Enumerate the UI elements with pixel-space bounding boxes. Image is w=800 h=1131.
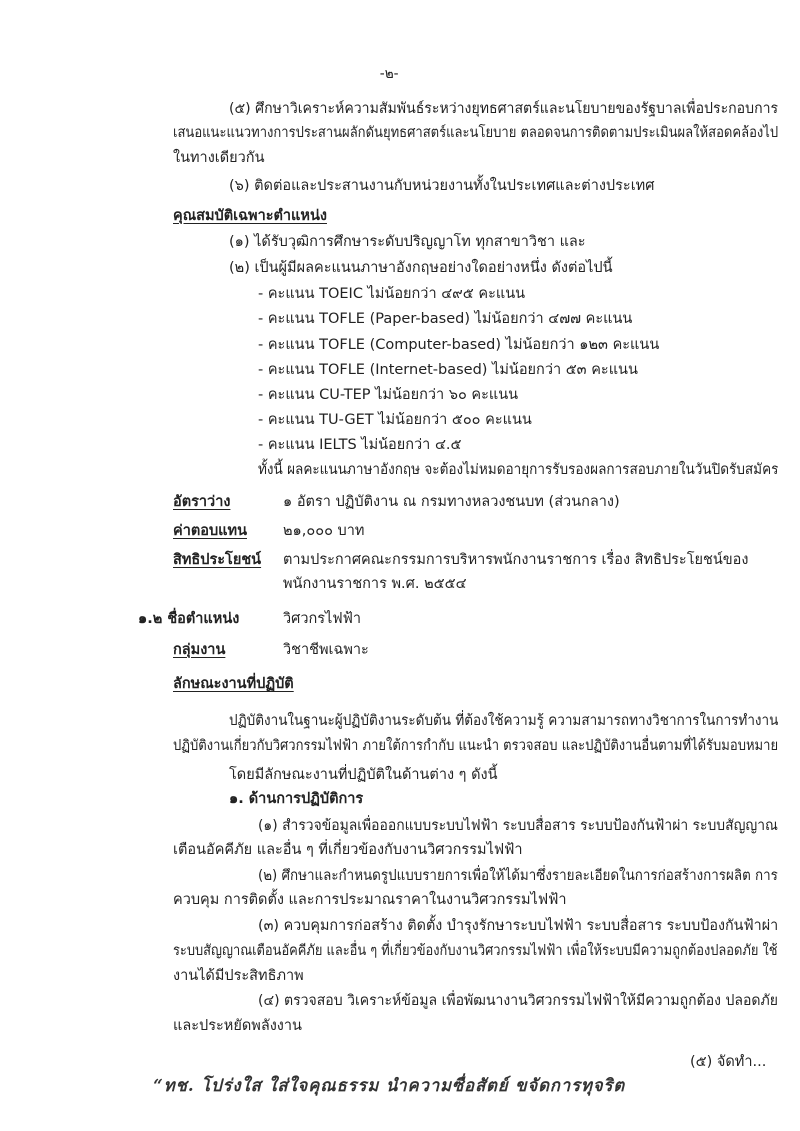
score-tofle-internet: - คะแนน TOFLE (Internet-based) ไม่น้อยกว่า ๕๓ คะแนน xyxy=(258,362,638,378)
para6: (๖) ติดต่อและประสานงานกับหน่วยงานทั้งในประเทศและต่างประเทศ xyxy=(229,178,655,194)
para5-line1: (๕) ศึกษาวิเคราะห์ความสัมพันธ์ระหว่างยุทธศาสตร์และนโยบายของรัฐบาลเพื่อประกอบการ xyxy=(229,101,779,117)
page-number: -๒- xyxy=(379,66,399,82)
continued-marker: (๕) จัดทำ... xyxy=(690,1054,767,1070)
duty3-line3: งานได้มีประสิทธิภาพ xyxy=(173,968,304,984)
qualification-item-2: (๒) เป็นผู้มีผลคะแนนภาษาอังกฤษอย่างใดอย่างหนึ่ง ดังต่อไปนี้ xyxy=(229,260,613,276)
qualifications-heading: คุณสมบัติเฉพาะตำแหน่ง xyxy=(173,208,327,224)
duties-intro-line3: โดยมีลักษณะงานที่ปฏิบัติในด้านต่าง ๆ ดังนี้ xyxy=(229,767,498,783)
score-cu-tep: - คะแนน CU-TEP ไม่น้อยกว่า ๖๐ คะแนน xyxy=(258,387,519,403)
duty1-line2: เตือนอัคคีภัย และอื่น ๆ ที่เกี่ยวข้องกับงานวิศวกรรมไฟฟ้า xyxy=(173,842,523,858)
score-toeic: - คะแนน TOEIC ไม่น้อยกว่า ๔๙๕ คะแนน xyxy=(258,286,526,302)
score-tu-get: - คะแนน TU-GET ไม่น้อยกว่า ๕๐๐ คะแนน xyxy=(258,412,532,428)
vacancy-value: ๑ อัตรา ปฏิบัติงาน ณ กรมทางหลวงชนบท (ส่วนกลาง) xyxy=(283,494,620,510)
qualification-item-1: (๑) ได้รับวุฒิการศึกษาระดับปริญญาโท ทุกสาขาวิชา และ xyxy=(229,234,586,250)
duty4-line2: และประหยัดพลังงาน xyxy=(173,1018,302,1034)
score-ielts: - คะแนน IELTS ไม่น้อยกว่า ๔.๕ xyxy=(258,437,462,453)
salary-value: ๒๑,๐๐๐ บาท xyxy=(283,523,365,539)
duty1-line1: (๑) สำรวจข้อมูลเพื่อออกแบบระบบไฟฟ้า ระบบสื่อสาร ระบบป้องกันฟ้าผ่า ระบบสัญญาณ xyxy=(258,818,778,834)
score-tofle-paper: - คะแนน TOFLE (Paper-based) ไม่น้อยกว่า ๔๗๗ คะแนน xyxy=(258,311,633,327)
benefits-label: สิทธิประโยชน์ xyxy=(173,552,262,568)
duty2-line1: (๒) ศึกษาและกำหนดรูปแบบรายการเพื่อให้ได้มาซึ่งรายละเอียดในการก่อสร้างการผลิต การ xyxy=(258,868,778,884)
position-label: ๑.๒ ชื่อตำแหน่ง xyxy=(138,611,240,627)
footer-motto: “ทช. โปร่งใส ใส่ใจคุณธรรม นำความซื่อสัตย์ ขจัดการทุจริต xyxy=(153,1076,626,1096)
score-tofle-computer: - คะแนน TOFLE (Computer-based) ไม่น้อยกว่า ๑๒๓ คะแนน xyxy=(258,337,660,353)
benefits-line1: ตามประกาศคณะกรรมการบริหารพนักงานราชการ เรื่อง สิทธิประโยชน์ของ xyxy=(283,552,749,568)
para5-line2: เสนอแนะแนวทางการประสานผลักดันยุทธศาสตร์และนโยบาย ตลอดจนการติดตามประเมินผลให้สอดคล้องไป xyxy=(173,125,779,141)
benefits-line2: พนักงานราชการ พ.ศ. ๒๕๕๔ xyxy=(283,576,467,592)
duties-intro-line2: ปฏิบัติงานเกี่ยวกับวิศวกรรมไฟฟ้า ภายใต้การกำกับ แนะนำ ตรวจสอบ และปฏิบัติงานอื่นตามที่ได้รับมอบหมาย xyxy=(173,738,779,754)
group-label: กลุ่มงาน xyxy=(173,642,226,658)
vacancy-label: อัตราว่าง xyxy=(173,494,231,510)
qualification-note: ทั้งนี้ ผลคะแนนภาษาอังกฤษ จะต้องไม่หมดอายุการรับรองผลการสอบภายในวันปิดรับสมัคร xyxy=(258,462,779,478)
duties-intro-line1: ปฏิบัติงานในฐานะผู้ปฏิบัติงานระดับต้น ที่ต้องใช้ความรู้ ความสามารถทางวิชาการในการทำงาน xyxy=(229,713,779,729)
position-value: วิศวกรไฟฟ้า xyxy=(283,611,362,627)
duties-heading: ลักษณะงานที่ปฏิบัติ xyxy=(173,676,294,692)
duty2-line2: ควบคุม การติดตั้ง และการประมาณราคาในงานวิศวกรรมไฟฟ้า xyxy=(173,892,567,908)
duty3-line2: ระบบสัญญาณเตือนอัคคีภัย และอื่น ๆ ที่เกี่ยวข้องกับงานวิศวกรรมไฟฟ้า เพื่อให้ระบบมีความถูกต้องปลอดภัย ใช้ xyxy=(173,943,778,959)
salary-label: ค่าตอบแทน xyxy=(173,523,247,539)
duty3-line1: (๓) ควบคุมการก่อสร้าง ติดตั้ง บำรุงรักษาระบบไฟฟ้า ระบบสื่อสาร ระบบป้องกันฟ้าผ่า xyxy=(258,918,779,934)
para5-line3: ในทางเดียวกัน xyxy=(173,150,265,166)
group-value: วิชาชีพเฉพาะ xyxy=(283,642,369,658)
duty4-line1: (๔) ตรวจสอบ วิเคราะห์ข้อมูล เพื่อพัฒนางานวิศวกรรมไฟฟ้าให้มีความถูกต้อง ปลอดภัย xyxy=(258,993,778,1009)
section1-heading: ๑. ด้านการปฏิบัติการ xyxy=(229,791,364,807)
